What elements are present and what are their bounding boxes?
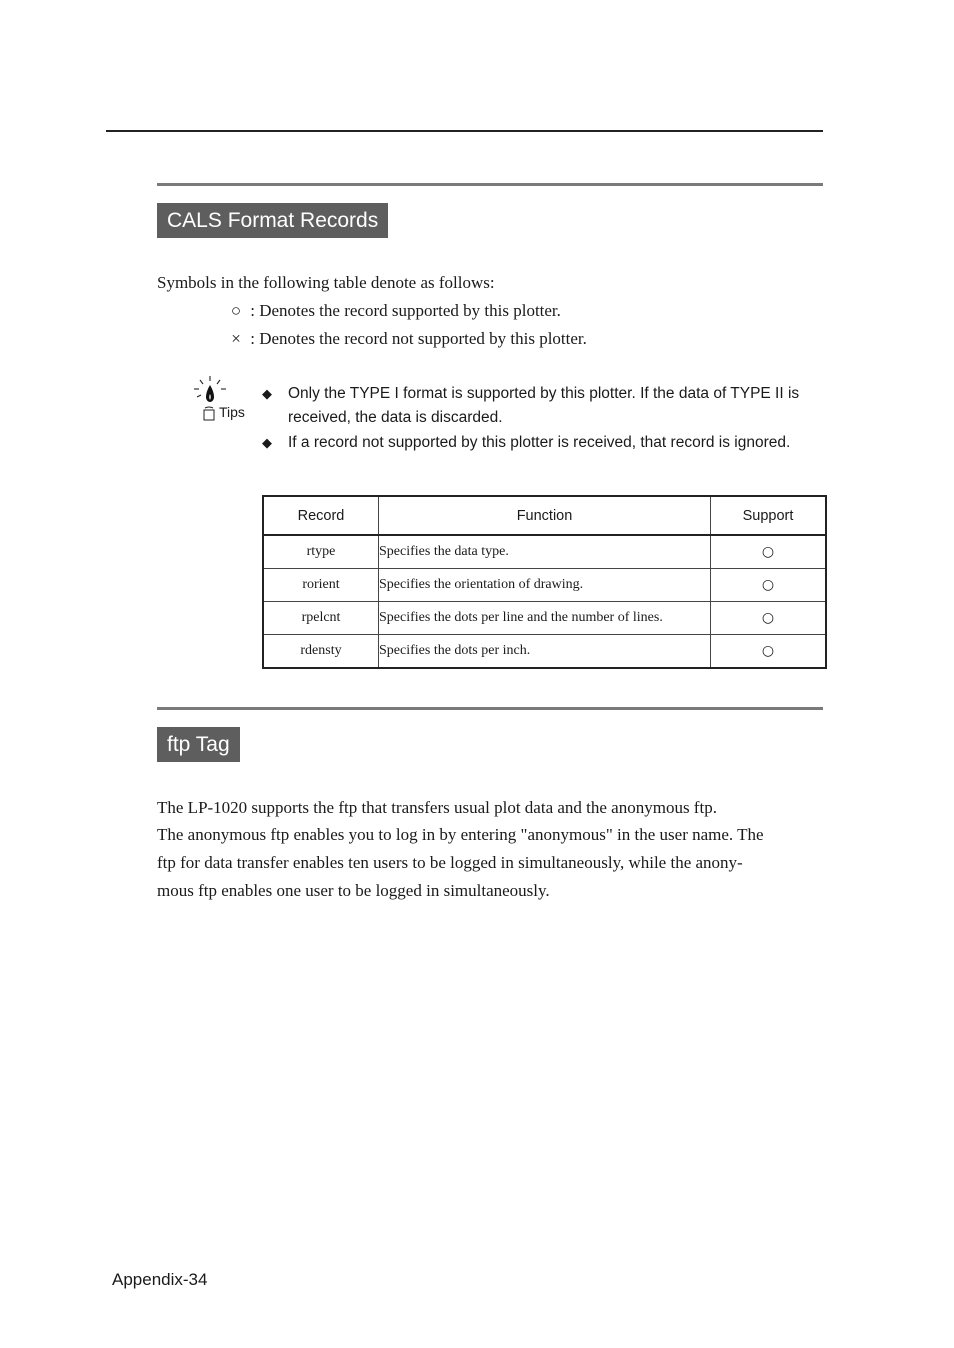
section-rule-ftp	[157, 707, 823, 710]
tips-label: Tips	[219, 404, 245, 420]
table-row	[263, 569, 826, 602]
table-header-row	[263, 496, 826, 535]
supported-symbol: ○	[230, 301, 242, 320]
section-rule-cals	[157, 183, 823, 186]
tips-item-text: Only the TYPE I format is supported by this plotter. If the data of TYPE II is received, the data is discarded.	[288, 385, 800, 426]
table-row	[263, 602, 826, 635]
tips-item-text: If a record not supported by this plotter is received, that record is ignored.	[288, 434, 791, 451]
ftp-paragraph-line: ftp for data transfer enables ten users to be logged in simultaneously, while the anony-	[157, 853, 743, 872]
table-row	[263, 535, 826, 569]
function-cell: Specifies the orientation of drawing.	[379, 569, 711, 602]
header-rule	[106, 130, 823, 132]
legend-item-supported	[226, 297, 561, 325]
record-cell: rpelcnt	[263, 602, 379, 635]
column-header-function: Function	[379, 496, 711, 535]
record-cell: rtype	[263, 535, 379, 569]
cals-records-table	[262, 495, 827, 669]
unsupported-symbol: ×	[231, 329, 241, 348]
table-row	[263, 635, 826, 669]
column-header-support: Support	[711, 496, 827, 535]
function-cell: Specifies the dots per inch.	[379, 635, 711, 669]
diamond-bullet-icon: ◆	[262, 435, 272, 450]
page-number: Appendix-34	[112, 1270, 208, 1289]
ftp-paragraph-line: The LP-1020 supports the ftp that transfers usual plot data and the anonymous ftp.	[157, 798, 717, 817]
tips-item	[262, 431, 828, 455]
legend-item-unsupported	[226, 325, 587, 353]
legend-text: : Denotes the record not supported by this plotter.	[250, 329, 587, 348]
column-header-record: Record	[263, 496, 379, 535]
function-cell: Specifies the dots per line and the number of lines.	[379, 602, 711, 635]
legend-text: : Denotes the record supported by this plotter.	[250, 301, 561, 320]
section-title-ftp: ftp Tag	[157, 727, 240, 762]
support-cell: ○	[711, 602, 827, 635]
ftp-paragraph-line: mous ftp enables one user to be logged in simultaneously.	[157, 881, 550, 900]
record-cell: rdensty	[263, 635, 379, 669]
support-cell: ○	[711, 569, 827, 602]
ftp-paragraph-line: The anonymous ftp enables you to log in by entering "anonymous" in the user name. The	[157, 825, 764, 844]
diamond-bullet-icon: ◆	[262, 386, 272, 401]
function-cell: Specifies the data type.	[379, 535, 711, 569]
support-cell: ○	[711, 535, 827, 569]
tips-item	[262, 382, 828, 430]
record-cell: rorient	[263, 569, 379, 602]
support-cell: ○	[711, 635, 827, 669]
symbols-intro: Symbols in the following table denote as follows:	[157, 273, 495, 292]
section-title-cals: CALS Format Records	[157, 203, 388, 238]
